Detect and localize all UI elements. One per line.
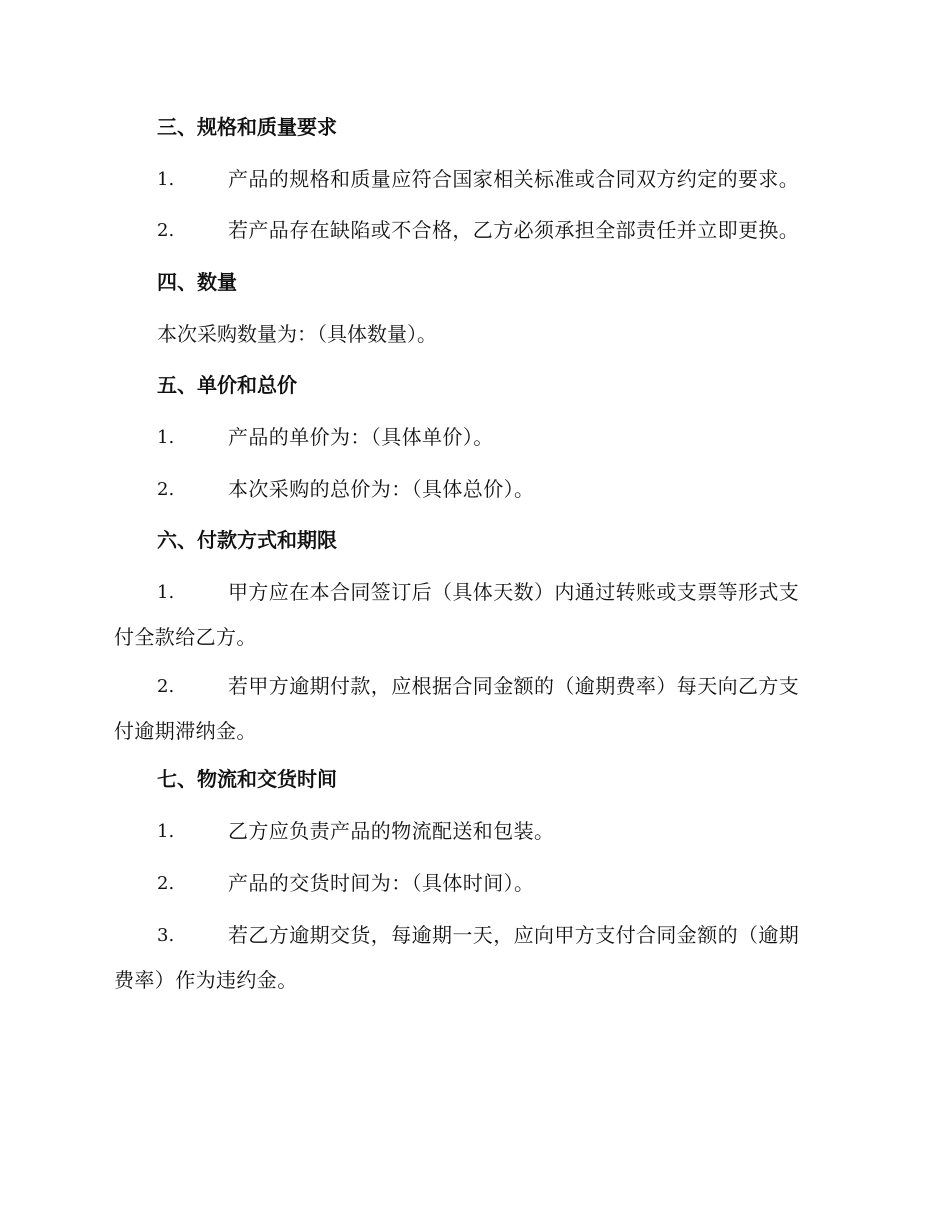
item-number: 1.: [157, 821, 175, 842]
item-text: 产品的交货时间为：（具体时间）。: [228, 871, 535, 895]
item-text: 若乙方逾期交货，每逾期一天，应向甲方支付合同金额的（逾期: [228, 923, 800, 947]
item-text: 若产品存在缺陷或不合格，乙方必须承担全部责任并立即更换。: [228, 218, 800, 242]
item-text: 产品的规格和质量应符合国家相关标准或合同双方约定的要求。: [228, 167, 800, 191]
section-heading-logistics: 七、物流和交货时间: [157, 767, 337, 791]
paragraph: 本次采购数量为：（具体数量）。: [157, 322, 437, 346]
item-text: 本次采购的总价为：（具体总价）。: [228, 477, 535, 501]
item-text: 甲方应在本合同签订后（具体天数）内通过转账或支票等形式支: [228, 580, 800, 604]
item-number: 1.: [157, 427, 175, 448]
item-number: 2.: [157, 479, 175, 500]
item-text: 乙方应负责产品的物流配送和包装。: [228, 819, 555, 843]
item-number: 3.: [157, 925, 175, 946]
item-number: 2.: [157, 220, 175, 241]
item-number: 1.: [157, 169, 175, 190]
section-heading-specs: 三、规格和质量要求: [157, 115, 337, 139]
item-text: 产品的单价为：（具体单价）。: [228, 425, 494, 449]
item-text-continued: 费率）作为违约金。: [114, 968, 298, 992]
section-heading-price: 五、单价和总价: [157, 373, 297, 397]
item-text-continued: 付全款给乙方。: [114, 625, 257, 649]
section-heading-quantity: 四、数量: [157, 270, 237, 294]
section-heading-payment: 六、付款方式和期限: [157, 528, 337, 552]
item-number: 2.: [157, 676, 175, 697]
item-number: 1.: [157, 582, 175, 603]
item-number: 2.: [157, 873, 175, 894]
item-text: 若甲方逾期付款，应根据合同金额的（逾期费率）每天向乙方支: [228, 674, 800, 698]
item-text-continued: 付逾期滞纳金。: [114, 719, 257, 743]
